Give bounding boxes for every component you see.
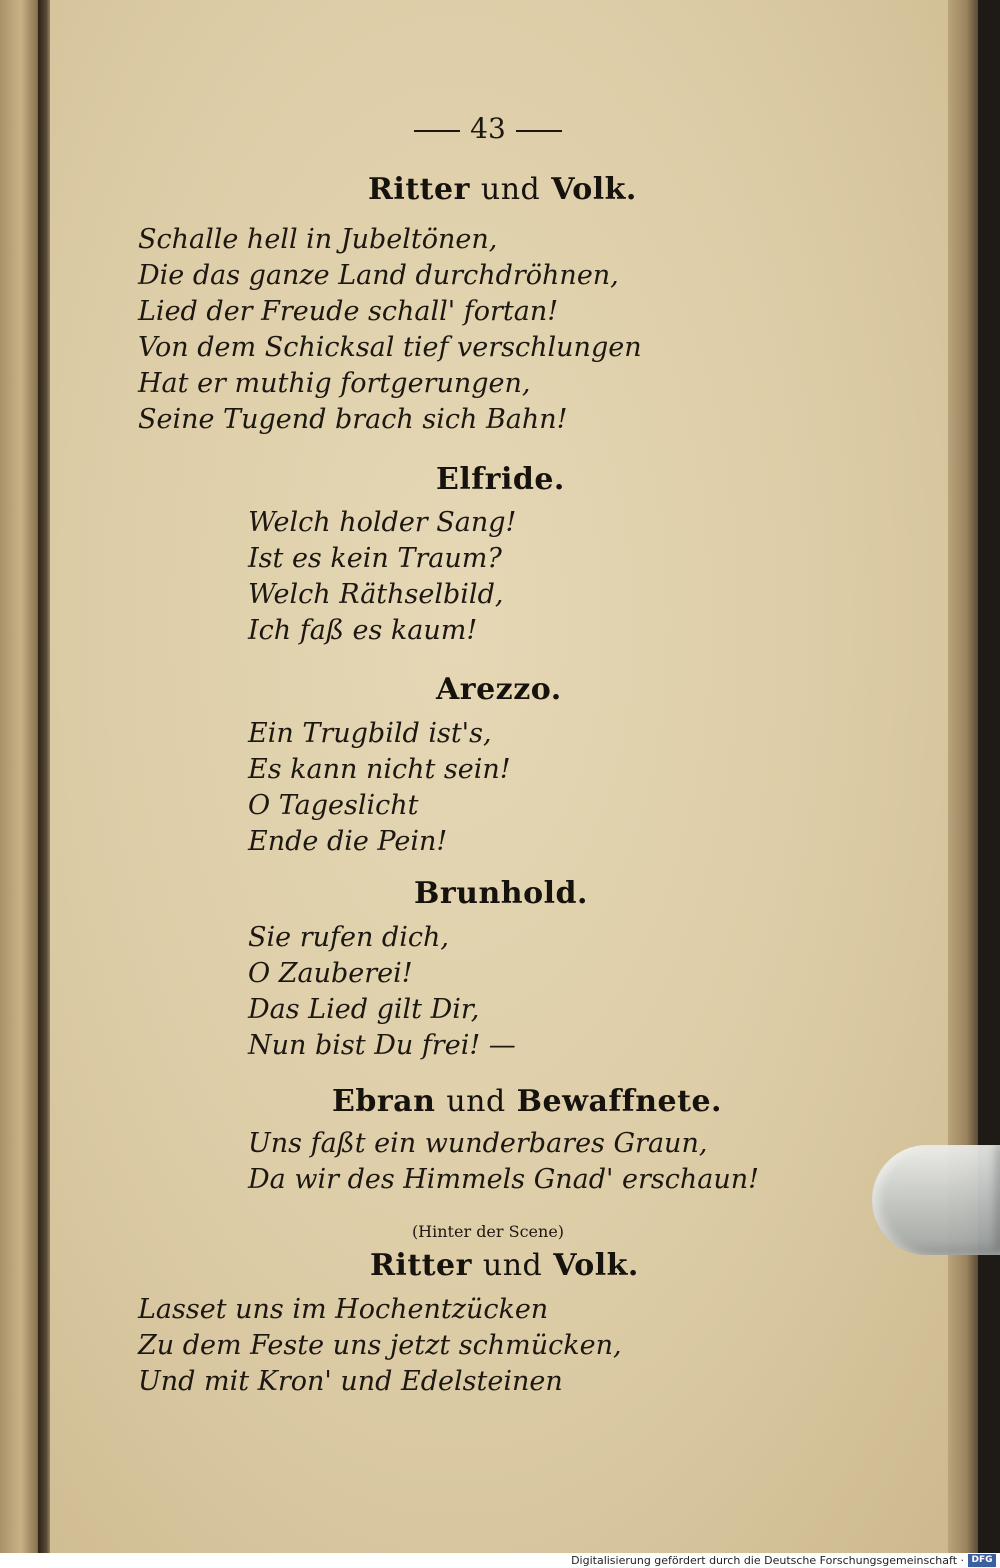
verse-line: Welch Räthselbild,	[248, 579, 504, 610]
speaker-join: und	[480, 172, 541, 207]
verse-block	[248, 920, 516, 1064]
speaker-heading	[332, 1084, 722, 1119]
verse-block	[248, 716, 511, 860]
verse-line: Welch holder Sang!	[248, 507, 517, 538]
verse-line: O Zauberei!	[248, 958, 413, 989]
verse-block	[138, 1292, 622, 1400]
verse-line: Lied der Freude schall' fortan!	[138, 296, 559, 327]
verse-line: Das Lied gilt Dir,	[248, 994, 480, 1025]
verse-line: Ein Trugbild ist's,	[248, 718, 492, 749]
verse-line: Von dem Schicksal tief verschlungen	[138, 332, 642, 363]
page-number-dash-right	[516, 130, 562, 132]
page-number	[388, 112, 588, 145]
page-clip	[872, 1145, 1000, 1255]
verse-line: Nun bist Du frei! —	[248, 1030, 516, 1061]
verse-block	[138, 222, 642, 438]
verse-line: Schalle hell in Jubeltönen,	[138, 224, 498, 255]
speaker-name: Ritter	[368, 172, 470, 207]
right-page-edges	[948, 0, 978, 1555]
verse-line: Es kann nicht sein!	[248, 754, 511, 785]
verse-line: Seine Tugend brach sich Bahn!	[138, 404, 568, 435]
dfg-logo: DFG	[968, 1554, 996, 1567]
speaker-name-2: Bewaffnete.	[516, 1084, 722, 1119]
verse-line: O Tageslicht	[248, 790, 419, 821]
speaker-heading	[370, 1248, 639, 1283]
verse-block	[248, 505, 516, 649]
speaker-name: Ritter	[370, 1248, 472, 1283]
funding-notice: Digitalisierung gefördert durch die Deutsche Forschungsgemeinschaft ·	[571, 1554, 964, 1567]
speaker-name-2: Volk.	[553, 1248, 639, 1283]
verse-line: Zu dem Feste uns jetzt schmücken,	[138, 1330, 622, 1361]
verse-line: Hat er muthig fortgerungen,	[138, 368, 531, 399]
speaker-name: Brunhold.	[414, 876, 588, 911]
speaker-name: Arezzo.	[436, 672, 562, 707]
page-number-value: 43	[470, 112, 506, 145]
speaker-join: und	[446, 1084, 506, 1119]
page-number-dash-left	[414, 130, 460, 132]
verse-line: Da wir des Himmels Gnad' erschaun!	[248, 1164, 760, 1195]
verse-line: Ich faß es kaum!	[248, 615, 478, 646]
verse-line: Und mit Kron' und Edelsteinen	[138, 1366, 563, 1397]
speaker-heading	[436, 462, 565, 497]
speaker-heading	[368, 172, 637, 207]
verse-line: Die das ganze Land durchdröhnen,	[138, 260, 619, 291]
verse-line: Ende die Pein!	[248, 826, 448, 857]
speaker-name: Elfride.	[436, 462, 565, 497]
verse-block	[248, 1126, 759, 1198]
stage-direction: (Hinter der Scene)	[411, 1222, 565, 1241]
speaker-name: Ebran	[332, 1084, 436, 1119]
verse-line: Lasset uns im Hochentzücken	[138, 1294, 549, 1325]
speaker-heading	[414, 876, 588, 911]
speaker-name-2: Volk.	[551, 172, 637, 207]
verse-line: Sie rufen dich,	[248, 922, 449, 953]
verse-line: Uns faßt ein wunderbares Graun,	[248, 1128, 708, 1159]
speaker-heading	[436, 672, 562, 707]
verse-line: Ist es kein Traum?	[248, 543, 502, 574]
speaker-join: und	[482, 1248, 543, 1283]
